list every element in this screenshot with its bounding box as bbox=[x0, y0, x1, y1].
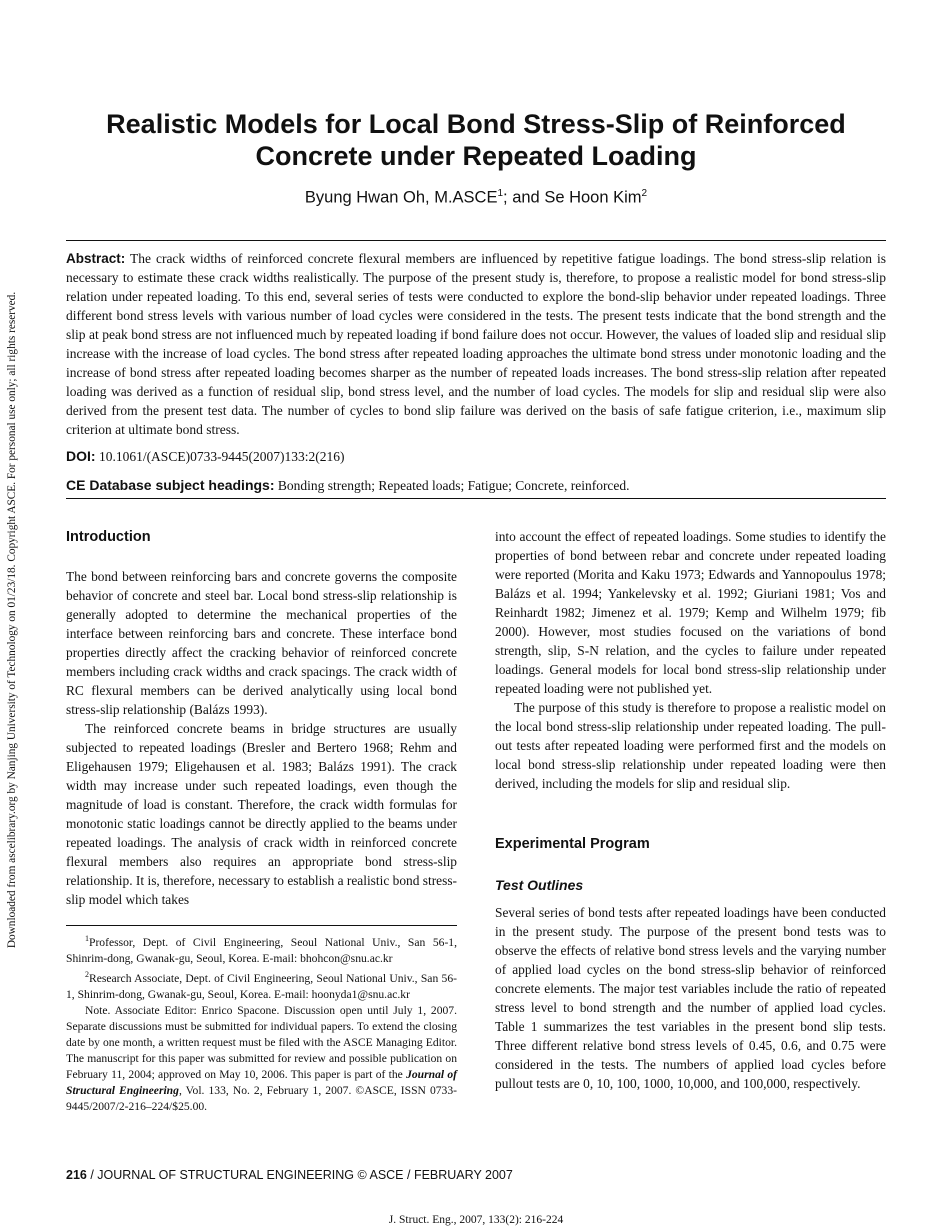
title-line-2: Concrete under Repeated Loading bbox=[255, 141, 697, 171]
right-paragraph-3: Several series of bond tests after repeated loadings have been conducted in the present study. The purpose of the present bond tests was to observe the effects of relative bond stress levels and the varying number of applied load cycles on the bond stress-slip behavior of reinforced concrete elements. The major test variables include the ratio of repeated stress level to bond strength and the number of applied load cycles. Table 1 summarizes the test variables in the present bond slip tests. Three different relative bond stress levels of 0.45, 0.6, and 0.75 were considered in the tests. The numbers of applied load cycles before pullout tests are 0, 10, 100, 1000, 10,000, and 100,000, respectively. bbox=[495, 905, 886, 1091]
author-line bbox=[60, 188, 892, 208]
author-1-sup: 1 bbox=[497, 188, 504, 199]
subject-headings bbox=[66, 477, 886, 494]
top-rule bbox=[66, 240, 886, 241]
intro-heading: Introduction bbox=[66, 529, 151, 545]
page-footer bbox=[66, 1168, 513, 1182]
footnote-2-marker: 2 bbox=[85, 969, 89, 979]
note-text-b: , Vol. 133, No. 2, February 1, 2007. ©ASCE, ISSN 0733-9445/2007/2-216–224/$25.00. bbox=[66, 1083, 457, 1113]
footnote-1-marker: 1 bbox=[85, 934, 89, 943]
download-notice bbox=[2, 250, 22, 990]
doi-line bbox=[66, 448, 886, 465]
right-column bbox=[495, 527, 886, 1093]
subject-value: Bonding strength; Repeated loads; Fatigue; Concrete, reinforced. bbox=[277, 478, 630, 493]
bottom-rule bbox=[66, 498, 886, 499]
abstract-label: Abstract: bbox=[66, 251, 126, 266]
footnote-rule bbox=[66, 925, 457, 926]
editorial-note bbox=[66, 1003, 457, 1115]
footnote-2-text: Research Associate, Dept. of Civil Engineering, Seoul National Univ., San 56-1, Shinrim-dong, Gwanak-gu, Seoul, Korea. E-mail: hoonyda1@snu.ac.kr bbox=[66, 971, 457, 1001]
author-1: Byung Hwan Oh, M.ASCE bbox=[304, 188, 498, 207]
intro-paragraph-1: The bond between reinforcing bars and concrete governs the composite behavior of concrete and steel bar. Local bond stress-slip relationship is generally adopted to determine the mechanical properties of the interface between reinforcing bars and concrete. These interface bond properties directly affect the cracking behavior of reinforced concrete members including crack widths and crack spacings. The crack width of RC flexural members can be derived analytically using local bond stress-slip relationship (Balázs 1993). bbox=[66, 569, 457, 717]
page-number: 216 bbox=[66, 1168, 87, 1182]
author-2: ; and Se Hoon Kim bbox=[503, 188, 642, 207]
doi-link[interactable]: 10.1061/(ASCE)0733-9445(2007)133:2(216) bbox=[98, 449, 345, 464]
note-journal: Journal of Structural Engineering bbox=[66, 1067, 457, 1097]
author-2-sup: 2 bbox=[641, 188, 648, 199]
paper-title bbox=[60, 108, 892, 172]
right-paragraph-1: into account the effect of repeated loadings. Some studies to identify the properties of bond between rebar and concrete under repeated loading were reported (Morita and Kaku 1973; Edwards and Yannopoulus 1978; Balázs et al. 1994; Yankelevsky et al. 1992; Giuriani 1981; Vos and Reinhardt 1982; Jimenez et al. 1979; Kemp and Wilhelm 1979; fib 2000). However, most studies focused on the variations of bond strength, slip, S-N relation, and the cycles to failure under repeated loadings. General models for local bond stress-slip relationship under repeated loading were not published yet. bbox=[495, 529, 886, 696]
footnotes bbox=[66, 931, 457, 1115]
footnote-1 bbox=[66, 931, 457, 967]
abstract bbox=[66, 249, 886, 439]
journal-footer: / JOURNAL OF STRUCTURAL ENGINEERING © ASCE / FEBRUARY 2007 bbox=[86, 1168, 513, 1182]
footnote-2 bbox=[66, 967, 457, 1003]
right-paragraph-2: The purpose of this study is therefore to propose a realistic model on the local bond stress-slip relationship under repeated loading. The pull-out tests after repeated loading were performed first and the models on local bond stress-slip relationship under repeated loading were then derived, including the models for slip and residual slip. bbox=[495, 700, 886, 791]
subject-label: CE Database subject headings: bbox=[66, 477, 275, 493]
download-notice-text: Downloaded from ascelibrary.org by Nanjing University of Technology on 01/23/18. Copyright ASCE. For personal use only; all rights reserved. bbox=[6, 291, 18, 949]
experimental-heading: Experimental Program bbox=[495, 836, 650, 852]
abstract-text: The crack widths of reinforced concrete flexural members are influenced by repetitive fatigue loadings. The bond stress-slip relation is necessary to estimate these crack widths realistically. The purpose of the present study is, therefore, to propose a realistic model for bond stress-slip relation under repeated loading. To this end, several series of tests were conducted to explore the bond-slip behavior under repeated loadings. Three different bond stress levels with various number of load cycles were considered in the tests. The present tests indicate that the bond strength and the slip at peak bond stress are not influenced much by repeated loading if bond failure does not occur. However, the values of loaded slip and residual slip increase with the increase of load cycles. The bond stress after repeated loading approaches the ultimate bond stress under monotonic loading and the increase of bond stress after repeated loading becomes sharper as the number of repeated loads increases. The bond stress-slip relation after repeated loading was derived as a function of residual slip, bond stress level, and the number of load cycles. The models for slip and residual slip were also derived from the present test data. The number of cycles to bond slip failure was derived on the basis of safe fatigue criterion, i.e., maximum slip criterion at ultimate bond stress. bbox=[66, 251, 887, 437]
citation-line: J. Struct. Eng., 2007, 133(2): 216-224 bbox=[388, 1214, 564, 1226]
title-line-1: Realistic Models for Local Bond Stress-Slip of Reinforced bbox=[106, 109, 846, 139]
left-column bbox=[66, 528, 457, 909]
intro-paragraph-2: The reinforced concrete beams in bridge structures are usually subjected to repeated loadings (Bresler and Bertero 1968; Rehm and Eligehausen 1979; Eligehausen et al. 1983; Balázs 1991). The crack width may increase under such repeated loadings, even though the magnitude of load is constant. Therefore, the crack width formulas for monotonic static loadings cannot be directly applied to the beams under repeated loadings. The analysis of crack width in reinforced concrete flexural members also requires an appropriate bond stress-slip relationship. It is, therefore, necessary to establish a realistic bond stress-slip model which takes bbox=[66, 721, 457, 907]
footnote-1-text: Professor, Dept. of Civil Engineering, Seoul National Univ., San 56-1, Shinrim-dong, Gwanak-gu, Seoul, Korea. E-mail: bhohcon@snu.ac.kr bbox=[66, 935, 457, 965]
test-outlines-heading: Test Outlines bbox=[495, 877, 584, 893]
doi-label: DOI: bbox=[66, 448, 96, 464]
note-text-a: Note. Associate Editor: Enrico Spacone. Discussion open until July 1, 2007. Separate discussions must be submitted for individual papers. To extend the closing date by one month, a written request must be filed with the ASCE Managing Editor. The manuscript for this paper was submitted for review and possible publication on February 11, 2004; approved on May 10, 2006. This paper is part of the bbox=[66, 1003, 457, 1081]
